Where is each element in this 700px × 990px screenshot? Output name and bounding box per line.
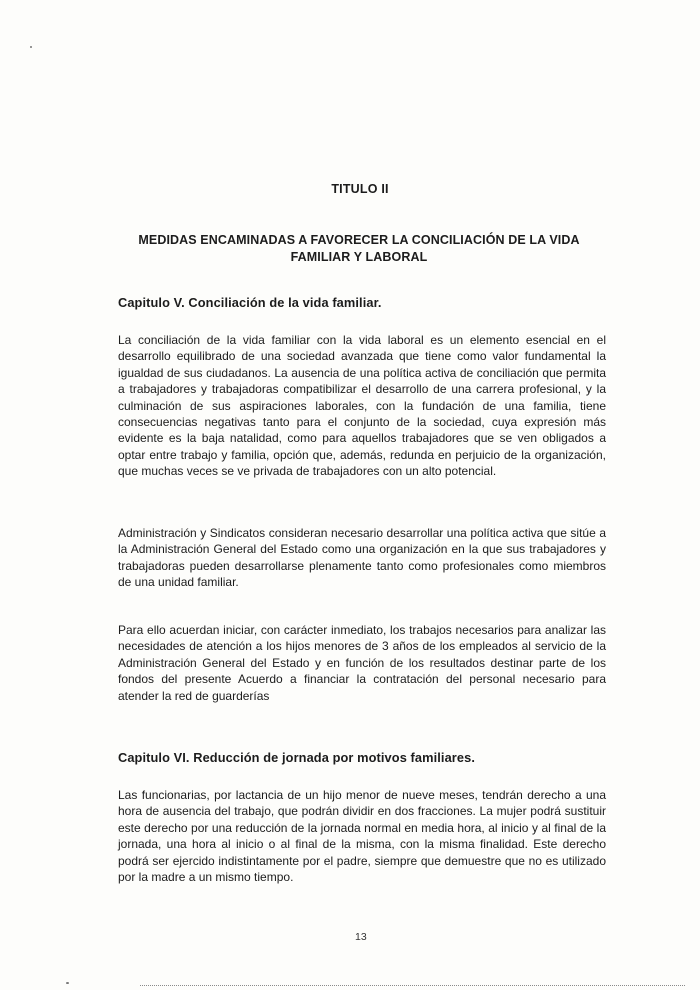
chapter-6-heading: Capitulo VI. Reducción de jornada por motivos familiares. — [118, 750, 475, 765]
chapter-5-paragraph-1: La conciliación de la vida familiar con la vida laboral es un elemento esencial en el desarrollo equilibrado de una sociedad avanzada que tiene como valor fundamental la igualdad de sus ciudadanos. La ausencia de una política activa de conciliación que permita a trabajadores y trabajadoras compatibilizar el desarrollo de una carrera profesional, y la culminación de sus aspiraciones laborales, con la fundación de una familia, tiene consecuencias negativas tanto para el conjunto de la sociedad, cuya expresión más evidente es la baja natalidad, como para aquellos trabajadores que se ven obligados a optar entre trabajo y familia, opción que, además, redunda en perjuicio de la organización, que muchas veces se ve privada de trabajadores con un alto potencial. — [118, 333, 606, 479]
chapter-6-paragraph-1: Las funcionarias, por lactancia de un hijo menor de nueve meses, tendrán derecho a una hora de ausencia del trabajo, que podrán dividir en dos fracciones. La mujer podrá sustituir este derecho por una reducción de la jornada normal en media hora, al inicio y al final de la jornada, una hora al inicio o al final de la misma, con la misma finalidad. Este derecho podrá ser ejercido indistintamente por el padre, siempre que demuestre que no es utilizado por la madre a un mismo tiempo. — [118, 788, 606, 885]
document-subtitle: MEDIDAS ENCAMINADAS A FAVORECER LA CONCILIACIÓN DE LA VIDA FAMILIAR Y LABORAL — [138, 233, 580, 264]
scan-artifact-dot — [66, 982, 69, 984]
chapter-5-paragraph-2: Administración y Sindicatos consideran necesario desarrollar una política activa que sitúe a la Administración General del Estado como una organización en la que sus trabajadores y trabajadoras pueden desarrollarse plenamente tanto como profesionales como miembros de una unidad familiar. — [118, 526, 606, 590]
scan-artifact-dot — [30, 46, 32, 48]
page-number: 13 — [355, 931, 367, 943]
scan-footer-line — [140, 985, 685, 986]
document-title: TITULO II — [331, 182, 389, 196]
chapter-5-paragraph-3: Para ello acuerdan iniciar, con carácter inmediato, los trabajos necesarios para analizar las necesidades de atención a los hijos menores de 3 años de los empleados al servicio de la Administración General del Estado y en función de los resultados destinar parte de los fondos del presente Acuerdo a financiar la contratación del personal necesario para atender la red de guarderías — [118, 623, 606, 703]
chapter-5-heading: Capitulo V. Conciliación de la vida familiar. — [118, 295, 382, 310]
